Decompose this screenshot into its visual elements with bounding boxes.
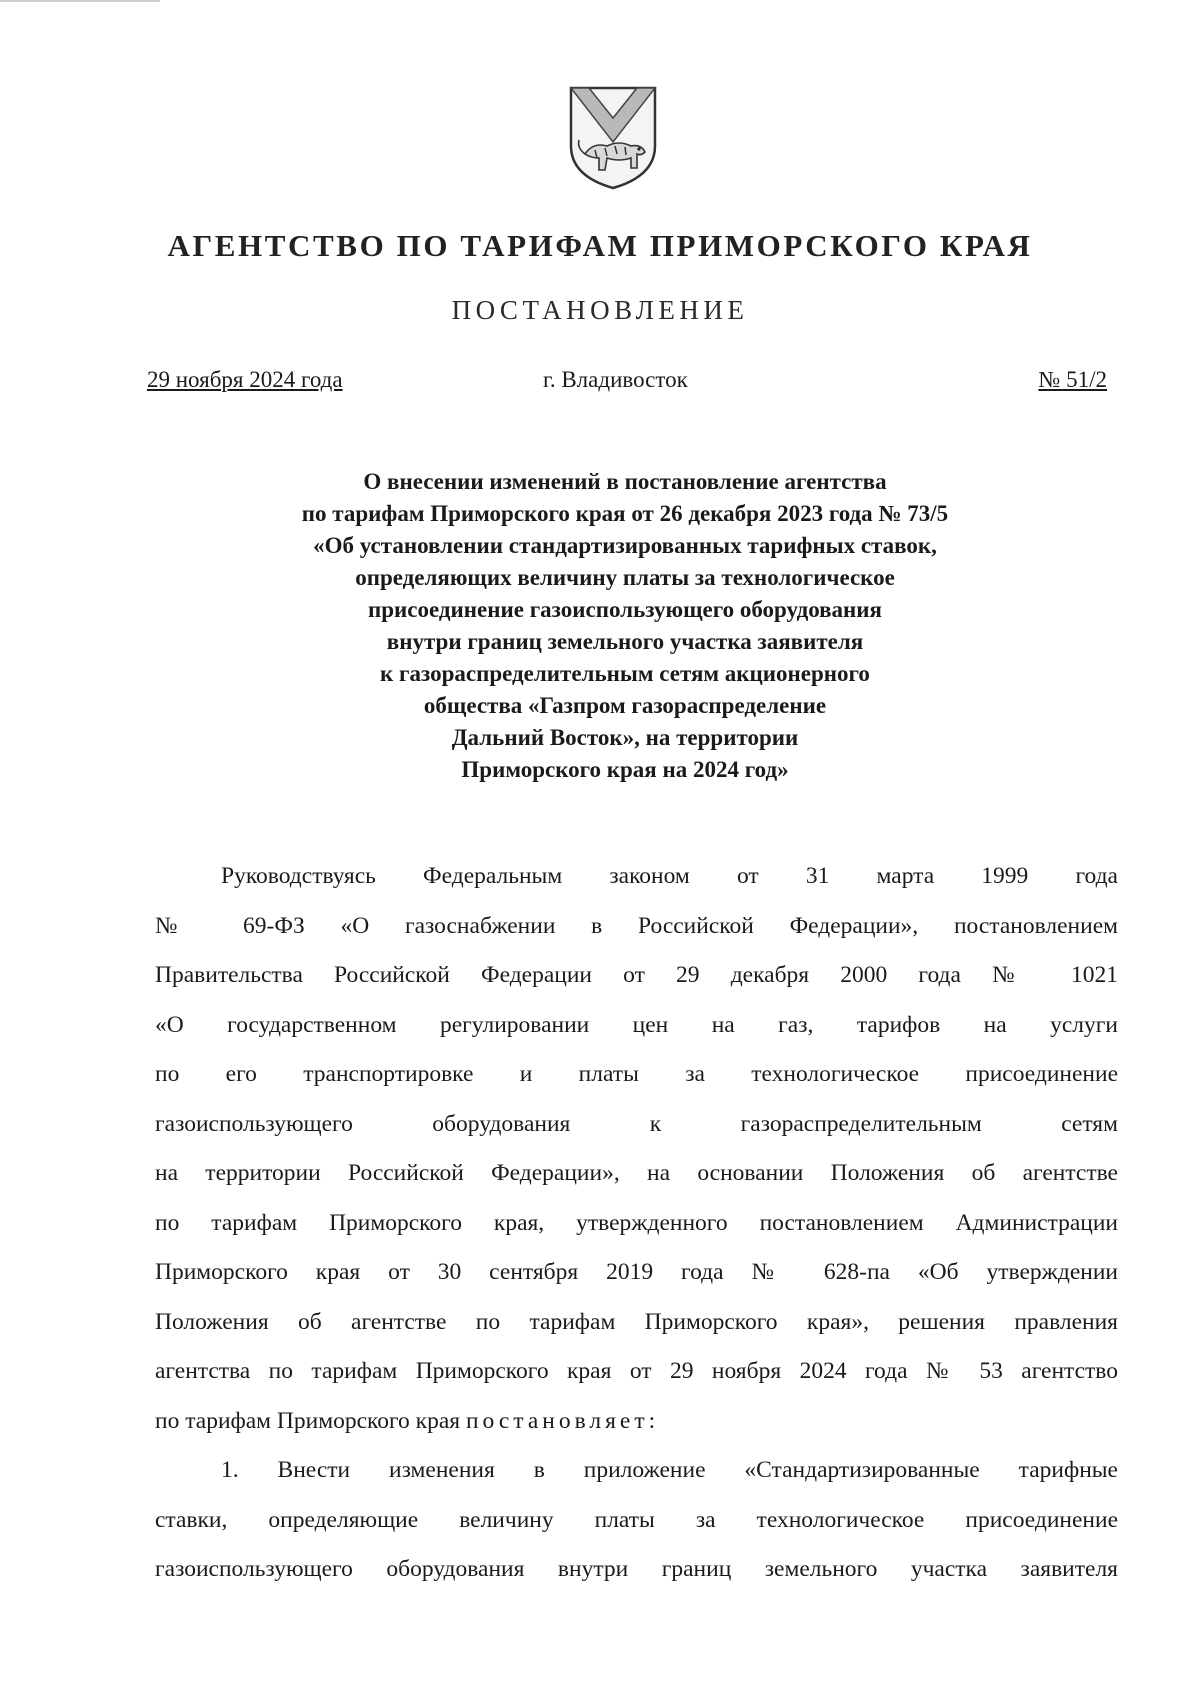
scan-artifact-line [0, 0, 160, 2]
item-1-line: ставки, определяющие величину платы за технологическое присоединение [155, 1506, 1118, 1533]
title-line: О внесении изменений в постановление агентства [363, 469, 887, 494]
preamble-line: по тарифам Приморского края, утвержденного постановлением Администрации [155, 1209, 1118, 1236]
document-type: ПОСТАНОВЛЕНИЕ [451, 295, 749, 325]
title-line: «Об установлении стандартизированных тарифных ставок, [313, 533, 937, 558]
agency-name: АГЕНТСТВО ПО ТАРИФАМ ПРИМОРСКОГО КРАЯ [167, 228, 1033, 263]
preamble-line: Руководствуясь Федеральным законом от 31 марта 1999 года [221, 863, 1118, 889]
preamble-line: на территории Российской Федерации», на основании Положения об агентстве [155, 1160, 1118, 1186]
document-meta-row [147, 367, 1107, 399]
title-line: определяющих величину платы за технологическое [355, 565, 895, 590]
title-line: общества «Газпром газораспределение [423, 693, 827, 718]
preamble-line: агентства по тарифам Приморского края от 29 ноября 2024 года № 53 агентство [155, 1358, 1118, 1384]
preamble-line: № 69-ФЗ «О газоснабжении в Российской Федерации», постановлением [155, 912, 1118, 939]
document-city: г. Владивосток [543, 367, 688, 392]
resolution-body [155, 852, 1118, 1595]
resolves-word: постановляет: [465, 1407, 660, 1434]
preamble-line: по его транспортировке и платы за технологическое присоединение [155, 1061, 1118, 1087]
item-1-paragraph [155, 1446, 1118, 1595]
title-line: Приморского края на 2024 год» [461, 757, 789, 782]
preamble-final-line [155, 1397, 1118, 1447]
document-date: 29 ноября 2024 года [147, 367, 343, 392]
preamble-line: «О государственном регулировании цен на газ, тарифов на услуги [155, 1011, 1118, 1038]
preamble-line: Положения об агентстве по тарифам Приморского края», решения правления [155, 1308, 1118, 1335]
item-1-line: газоиспользующего оборудования внутри границ земельного участка заявителя [155, 1556, 1118, 1582]
preamble-line: газоиспользующего оборудования к газораспределительным сетям [155, 1110, 1118, 1137]
preamble-paragraph [155, 852, 1118, 1446]
preamble-line: Приморского края от 30 сентября 2019 года № 628-па «Об утверждении [155, 1259, 1118, 1285]
resolution-title [150, 466, 1100, 786]
document-number: № 51/2 [1038, 367, 1107, 392]
primorsky-coat-of-arms-icon [567, 84, 659, 190]
item-1-line: 1. Внести изменения в приложение «Стандартизированные тарифные [221, 1457, 1118, 1483]
title-line: присоединение газоиспользующего оборудования [368, 597, 882, 622]
title-line: по тарифам Приморского края от 26 декабря 2023 года № 73/5 [301, 501, 949, 526]
title-line: к газораспределительным сетям акционерного [380, 661, 870, 686]
title-line: внутри границ земельного участка заявителя [386, 629, 864, 654]
title-line: Дальний Восток», на территории [451, 725, 799, 750]
preamble-final-prefix: по тарифам Приморского края [155, 1407, 466, 1434]
preamble-line: Правительства Российской Федерации от 29 декабря 2000 года № 1021 [155, 962, 1118, 988]
